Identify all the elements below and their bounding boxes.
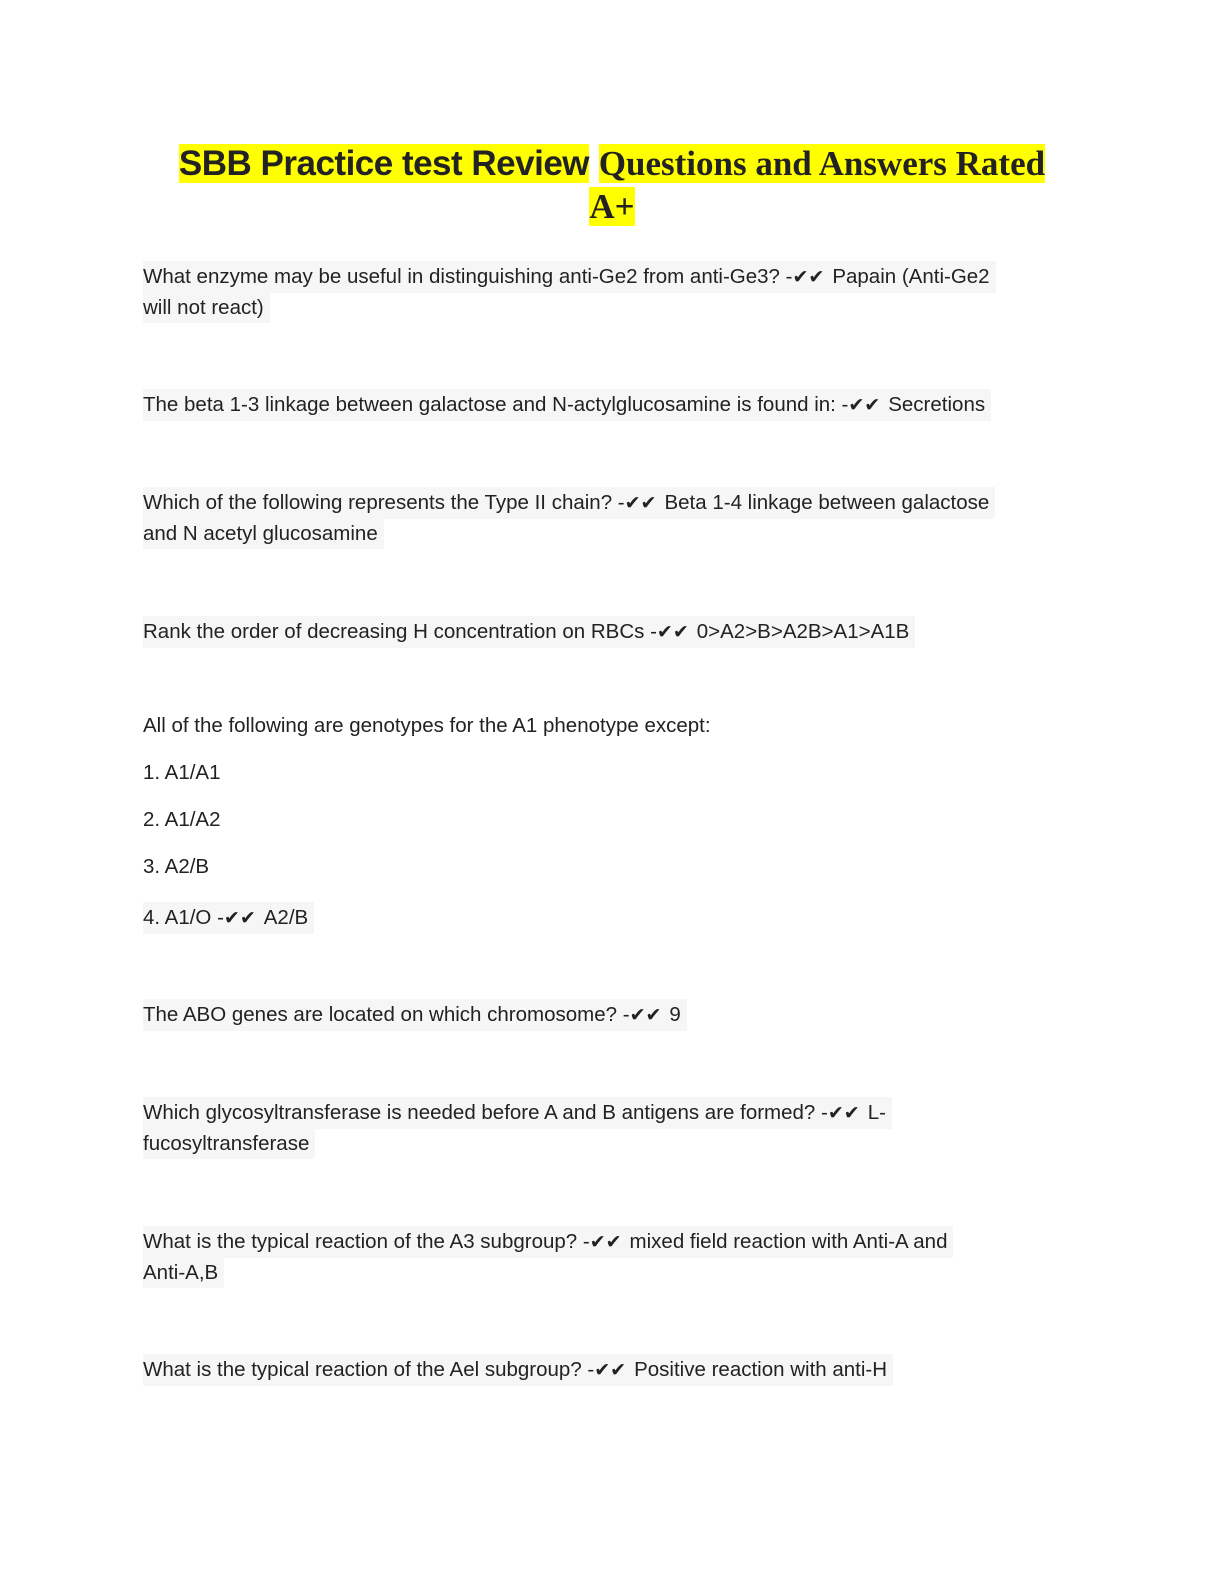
title-part-2: Questions and Answers Rated <box>598 144 1046 183</box>
answer-text: L- <box>867 1101 886 1124</box>
qa-item-8-line-2 <box>143 1257 224 1288</box>
qa-item-3-line-2 <box>143 518 384 549</box>
question-text: The beta 1-3 linkage between galactose and N-actylglucosamine is found in: - <box>143 393 849 416</box>
title-part-3: A+ <box>589 187 635 226</box>
check-icon: ✔✔ <box>827 1102 860 1124</box>
qa-item-8-line-1 <box>143 1226 953 1258</box>
qa-item-4-line-1 <box>143 616 915 648</box>
question-text: The ABO genes are located on which chromosome? - <box>143 1003 630 1026</box>
qa-item-1-line-1 <box>143 261 996 293</box>
document-title <box>112 142 1112 228</box>
qa-item-9-line-1 <box>143 1354 893 1386</box>
answer-text: Secretions <box>888 393 986 416</box>
qa-item-7-line-1 <box>143 1097 892 1129</box>
question-text: Which glycosyltransferase is needed before A and B antigens are formed? - <box>143 1101 828 1124</box>
check-icon: ✔✔ <box>629 1004 662 1026</box>
check-icon: ✔✔ <box>656 621 689 643</box>
answer-text-continued: fucosyltransferase <box>143 1132 310 1155</box>
qa-item-5-question <box>143 710 717 741</box>
check-icon: ✔✔ <box>589 1231 622 1253</box>
qa-item-3-line-1 <box>143 487 995 519</box>
answer-text-continued: will not react) <box>143 296 264 319</box>
qa-item-5-option-4 <box>143 902 314 934</box>
qa-item-2-line-1 <box>143 389 991 421</box>
question-text: What is the typical reaction of the A3 subgroup? - <box>143 1230 590 1253</box>
qa-item-5-option-2 <box>143 804 227 835</box>
title-part-1: SBB Practice test Review <box>178 144 590 183</box>
qa-item-6-line-1 <box>143 999 687 1031</box>
answer-text-continued: and N acetyl glucosamine <box>143 522 378 545</box>
option-text: 2. A1/A2 <box>143 808 221 831</box>
question-text: Rank the order of decreasing H concentration on RBCs - <box>143 620 657 643</box>
question-text: Which of the following represents the Type II chain? - <box>143 491 625 514</box>
qa-item-1-line-2 <box>143 292 270 323</box>
option-text: 4. A1/O - <box>143 906 224 929</box>
answer-text: mixed field reaction with Anti-A and <box>629 1230 948 1253</box>
answer-text: Positive reaction with anti-H <box>634 1358 888 1381</box>
check-icon: ✔✔ <box>223 907 256 929</box>
answer-text: 0>A2>B>A2B>A1>A1B <box>696 620 910 643</box>
answer-text: 9 <box>669 1003 681 1026</box>
check-icon: ✔✔ <box>594 1359 627 1381</box>
check-icon: ✔✔ <box>848 394 881 416</box>
option-text: 3. A2/B <box>143 855 210 878</box>
answer-text: Papain (Anti-Ge2 <box>832 265 990 288</box>
question-text: All of the following are genotypes for the A1 phenotype except: <box>143 714 711 737</box>
check-icon: ✔✔ <box>792 266 825 288</box>
question-text: What is the typical reaction of the Ael subgroup? - <box>143 1358 595 1381</box>
answer-text-continued: Anti-A,B <box>143 1261 219 1284</box>
question-text: What enzyme may be useful in distinguishing anti-Ge2 from anti-Ge3? - <box>143 265 793 288</box>
option-text: 1. A1/A1 <box>143 761 221 784</box>
qa-item-5-option-1 <box>143 757 227 788</box>
qa-item-5-option-3 <box>143 851 215 882</box>
answer-text: A2/B <box>263 906 309 929</box>
check-icon: ✔✔ <box>624 492 657 514</box>
answer-text: Beta 1-4 linkage between galactose <box>664 491 990 514</box>
qa-item-7-line-2 <box>143 1128 315 1159</box>
